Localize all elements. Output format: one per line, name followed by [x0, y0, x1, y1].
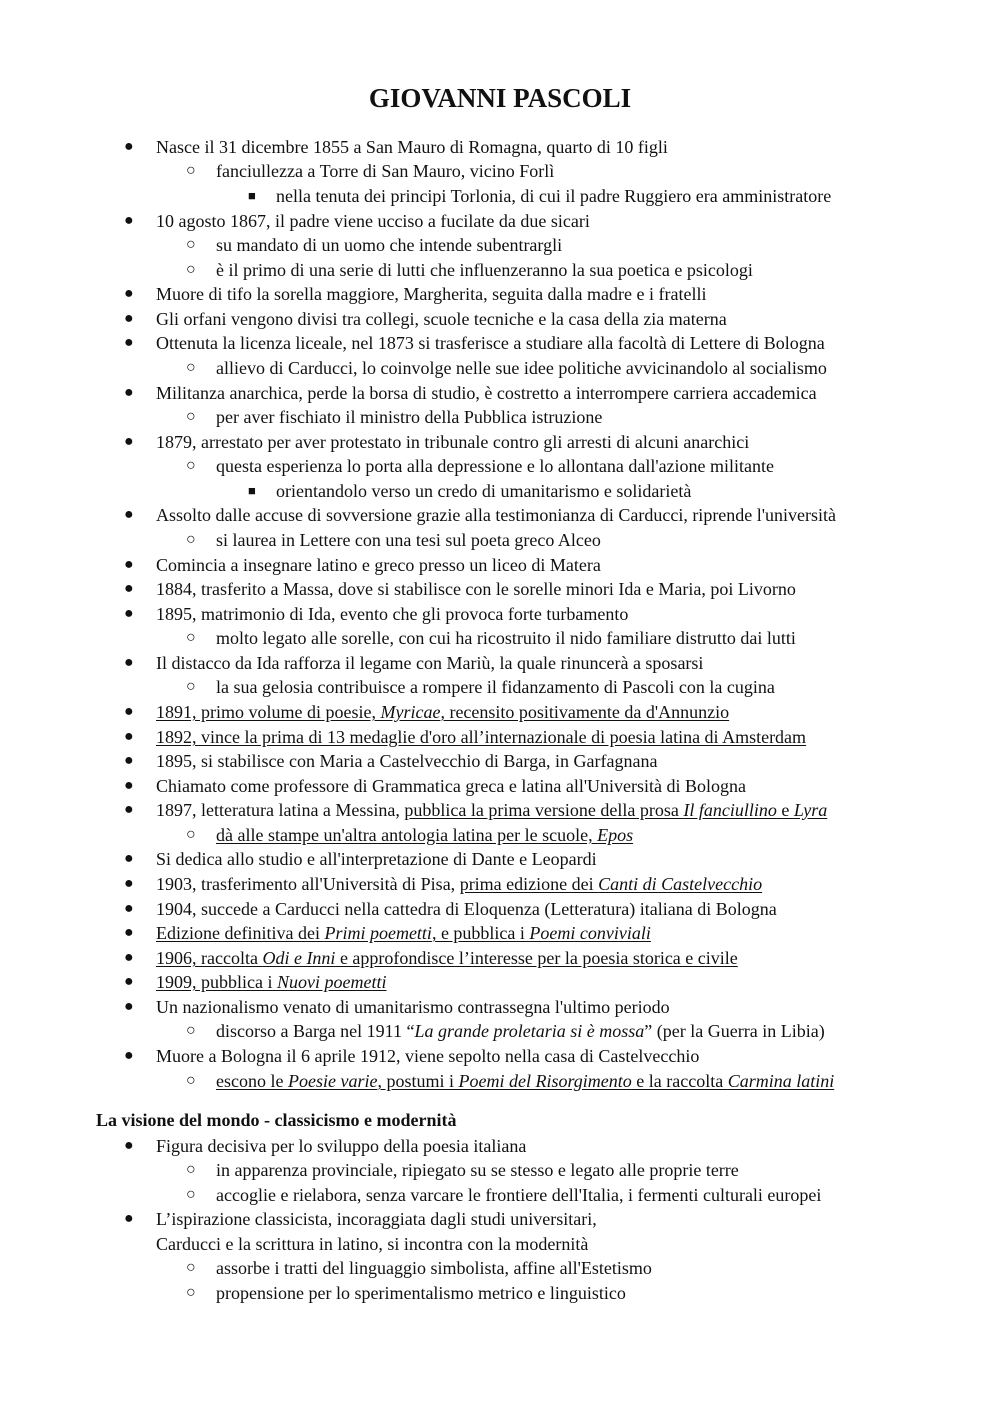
list-item: 1909, pubblica i Nuovi poemetti: [156, 972, 387, 992]
list-item: questa esperienza lo porta alla depressione e lo allontana dall'azione militante: [216, 456, 775, 476]
square-marker: ■: [248, 188, 256, 203]
list-item: propensione per lo sperimentalismo metrico e linguistico: [216, 1283, 626, 1303]
bullet-marker: ●: [124, 1047, 134, 1064]
circle-marker: ○: [186, 261, 196, 278]
list-item: la sua gelosia contribuisce a rompere il fidanzamento di Pascoli con la cugina: [216, 677, 775, 697]
bullet-marker: ●: [124, 334, 134, 351]
bullet-marker: ●: [124, 924, 134, 941]
list-item: accoglie e rielabora, senza varcare le frontiere dell'Italia, i fermenti culturali europei: [216, 1185, 822, 1205]
circle-marker: ○: [186, 531, 196, 548]
list-item: in apparenza provinciale, ripiegato su se stesso e legato alle proprie terre: [216, 1160, 739, 1180]
list-item: Il distacco da Ida rafforza il legame con Mariù, la quale rinuncerà a sposarsi: [156, 653, 704, 673]
list-item: su mandato di un uomo che intende subentrargli: [216, 235, 563, 255]
section-heading: La visione del mondo - classicismo e modernità: [96, 1110, 457, 1130]
list-item: Si dedica allo studio e all'interpretazione di Dante e Leopardi: [156, 849, 597, 869]
list-item: 1895, si stabilisce con Maria a Castelvecchio di Barga, in Garfagnana: [156, 751, 658, 771]
bullet-marker: ●: [124, 900, 134, 917]
bullet-marker: ●: [124, 506, 134, 523]
list-item: Chiamato come professore di Grammatica greca e latina all'Università di Bologna: [156, 776, 747, 796]
bullet-marker: ●: [124, 654, 134, 671]
list-item: è il primo di una serie di lutti che influenzeranno la sua poetica e psicologi: [216, 260, 753, 280]
bullet-marker: ●: [124, 949, 134, 966]
list-item: Gli orfani vengono divisi tra collegi, scuole tecniche e la casa della zia materna: [156, 309, 727, 329]
list-item: discorso a Barga nel 1911 “La grande proletaria si è mossa” (per la Guerra in Libia): [216, 1021, 825, 1041]
list-item: per aver fischiato il ministro della Pubblica istruzione: [216, 407, 603, 427]
circle-marker: ○: [186, 629, 196, 646]
list-item: 1904, succede a Carducci nella cattedra di Eloquenza (Letteratura) italiana di Bologna: [156, 899, 777, 919]
bullet-marker: ●: [124, 384, 134, 401]
list-item: Muore a Bologna il 6 aprile 1912, viene sepolto nella casa di Castelvecchio: [156, 1046, 700, 1066]
circle-marker: ○: [186, 1072, 196, 1089]
bullet-marker: ●: [124, 875, 134, 892]
bullet-marker: ●: [124, 1210, 134, 1227]
list-item: 1884, trasferito a Massa, dove si stabilisce con le sorelle minori Ida e Maria, poi Livorno: [156, 579, 796, 599]
circle-marker: ○: [186, 408, 196, 425]
list-item: si laurea in Lettere con una tesi sul poeta greco Alceo: [216, 530, 601, 550]
list-item: fanciullezza a Torre di San Mauro, vicino Forlì: [216, 161, 555, 181]
bullet-marker: ●: [124, 703, 134, 720]
bullet-marker: ●: [124, 801, 134, 818]
list-item: L’ispirazione classicista, incoraggiata dagli studi universitari,: [156, 1209, 597, 1229]
list-item: 1897, letteratura latina a Messina, pubblica la prima versione della prosa Il fanciullino e Lyra: [156, 800, 828, 820]
square-marker: ■: [248, 483, 256, 498]
bullet-marker: ●: [124, 556, 134, 573]
list-item: dà alle stampe un'altra antologia latina per le scuole, Epos: [216, 825, 634, 845]
list-item: Muore di tifo la sorella maggiore, Margherita, seguita dalla madre e i fratelli: [156, 284, 707, 304]
bullet-marker: ●: [124, 605, 134, 622]
list-item: 10 agosto 1867, il padre viene ucciso a fucilate da due sicari: [156, 211, 590, 231]
list-item: Assolto dalle accuse di sovversione grazie alla testimonianza di Carducci, riprende l'università: [156, 505, 837, 525]
bullet-marker: ●: [124, 310, 134, 327]
page-title: GIOVANNI PASCOLI: [368, 83, 632, 113]
circle-marker: ○: [186, 1284, 196, 1301]
bullet-marker: ●: [124, 973, 134, 990]
bullet-marker: ●: [124, 728, 134, 745]
circle-marker: ○: [186, 678, 196, 695]
circle-marker: ○: [186, 826, 196, 843]
bullet-marker: ●: [124, 212, 134, 229]
circle-marker: ○: [186, 236, 196, 253]
bullet-marker: ●: [124, 777, 134, 794]
list-item: molto legato alle sorelle, con cui ha ricostruito il nido familiare distrutto dai lutti: [216, 628, 796, 648]
circle-marker: ○: [186, 1186, 196, 1203]
list-item: 1879, arrestato per aver protestato in tribunale contro gli arresti di alcuni anarchici: [156, 432, 750, 452]
list-item: Ottenuta la licenza liceale, nel 1873 si trasferisce a studiare alla facoltà di Lettere di Bologna: [156, 333, 825, 353]
circle-marker: ○: [186, 162, 196, 179]
bullet-marker: ●: [124, 433, 134, 450]
circle-marker: ○: [186, 1022, 196, 1039]
list-item: 1895, matrimonio di Ida, evento che gli provoca forte turbamento: [156, 604, 629, 624]
bullet-marker: ●: [124, 998, 134, 1015]
list-item: allievo di Carducci, lo coinvolge nelle sue idee politiche avvicinandolo al socialismo: [216, 358, 827, 378]
list-item: Figura decisiva per lo sviluppo della poesia italiana: [156, 1136, 527, 1156]
list-item: 1892, vince la prima di 13 medaglie d'oro all’internazionale di poesia latina di Amsterdam: [156, 727, 807, 747]
list-item: assorbe i tratti del linguaggio simbolista, affine all'Estetismo: [216, 1258, 652, 1278]
list-item: escono le Poesie varie, postumi i Poemi del Risorgimento e la raccolta Carmina latini: [216, 1071, 835, 1091]
bullet-marker: ●: [124, 1137, 134, 1154]
bullet-marker: ●: [124, 580, 134, 597]
list-item: Nasce il 31 dicembre 1855 a San Mauro di Romagna, quarto di 10 figli: [156, 137, 668, 157]
bullet-marker: ●: [124, 752, 134, 769]
bullet-marker: ●: [124, 138, 134, 155]
bullet-marker: ●: [124, 285, 134, 302]
list-item: Militanza anarchica, perde la borsa di studio, è costretto a interrompere carriera accademica: [156, 383, 817, 403]
list-item: 1903, trasferimento all'Università di Pisa, prima edizione dei Canti di Castelvecchio: [156, 874, 763, 894]
list-item-continuation: Carducci e la scrittura in latino, si incontra con la modernità: [156, 1234, 589, 1254]
circle-marker: ○: [186, 359, 196, 376]
list-item: nella tenuta dei principi Torlonia, di cui il padre Ruggiero era amministratore: [276, 186, 832, 206]
bullet-marker: ●: [124, 850, 134, 867]
list-item: Edizione definitiva dei Primi poemetti, e pubblica i Poemi conviviali: [156, 923, 651, 943]
list-item: 1906, raccolta Odi e Inni e approfondisce l’interesse per la poesia storica e civile: [156, 948, 738, 968]
circle-marker: ○: [186, 457, 196, 474]
list-item: 1891, primo volume di poesie, Myricae, recensito positivamente da d'Annunzio: [156, 702, 730, 722]
list-item: Comincia a insegnare latino e greco presso un liceo di Matera: [156, 555, 601, 575]
circle-marker: ○: [186, 1161, 196, 1178]
list-item: orientandolo verso un credo di umanitarismo e solidarietà: [276, 481, 692, 501]
list-item: Un nazionalismo venato di umanitarismo contrassegna l'ultimo periodo: [156, 997, 670, 1017]
circle-marker: ○: [186, 1259, 196, 1276]
